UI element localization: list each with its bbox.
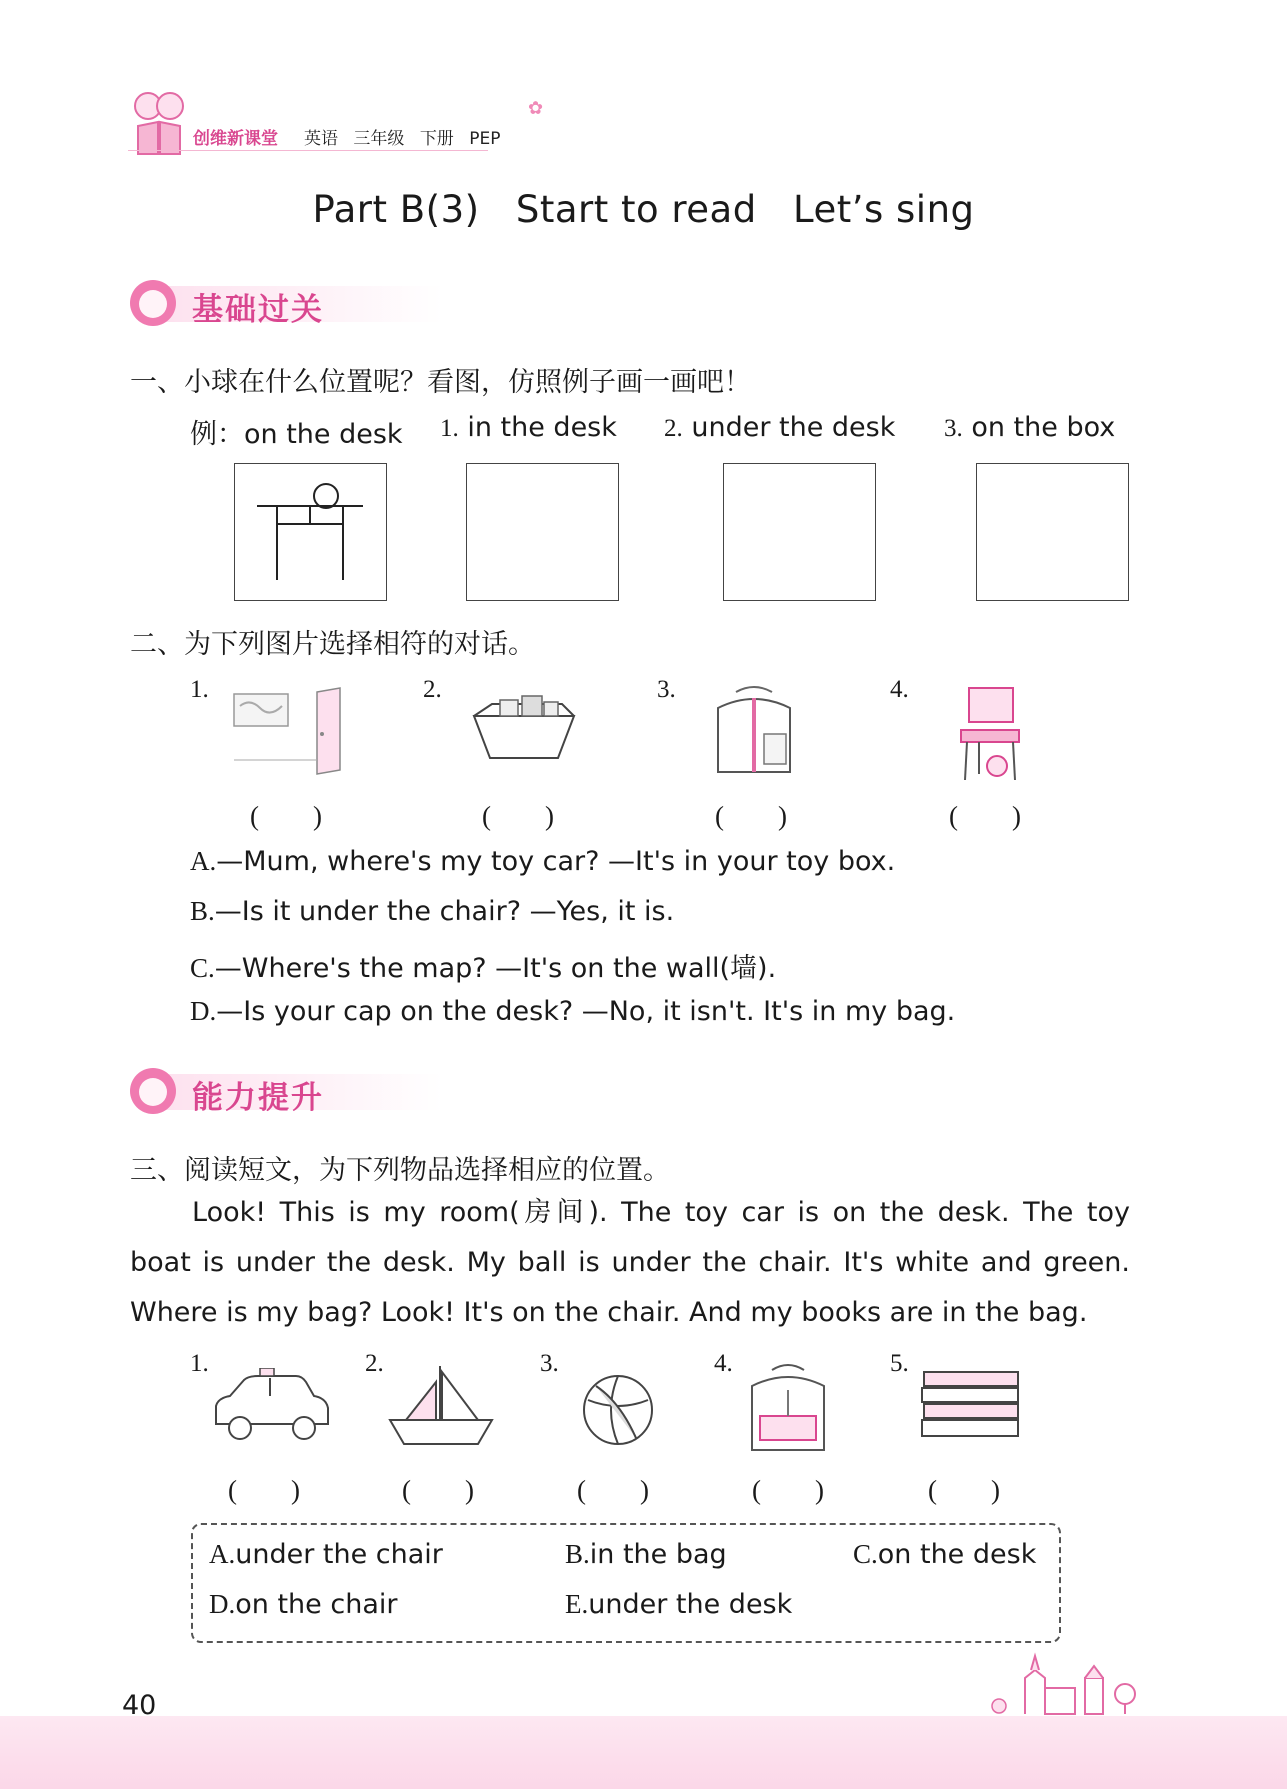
- q1-item-1: [440, 412, 617, 443]
- answer-blank[interactable]: ( ): [402, 1475, 474, 1505]
- q3-pic-number-5: 5.: [890, 1350, 909, 1377]
- item-number: 1.: [440, 415, 459, 442]
- dialogue-b: [190, 896, 674, 927]
- passage-line-2: boat is under the desk. My ball is under the chair. It's white and green.: [130, 1247, 1130, 1278]
- dialogue-text: —Is it under the chair? —Yes, it is.: [214, 896, 675, 927]
- desk-with-ball-icon: [235, 464, 386, 600]
- option-text: under the desk: [588, 1589, 793, 1620]
- chair-icon: [955, 684, 1025, 788]
- example-drawing-box: [234, 463, 387, 601]
- answer-blank[interactable]: ( ): [752, 1475, 824, 1505]
- reading-passage: [130, 1188, 1130, 1338]
- dialogue-text: —Mum, where's my toy car? —It's in your toy box.: [216, 846, 896, 877]
- dialogue-a: [190, 846, 895, 877]
- option-letter: E.: [565, 1589, 589, 1619]
- flower-icon: ✿: [528, 98, 544, 119]
- page-title: [0, 188, 1287, 231]
- drawing-box-1[interactable]: [466, 463, 619, 601]
- dialogue-letter: D.: [190, 996, 217, 1026]
- option-text: under the chair: [235, 1539, 443, 1570]
- option-letter: D.: [209, 1589, 236, 1619]
- option-a: [209, 1539, 443, 1570]
- ball-icon: [580, 1372, 656, 1452]
- answer-blank[interactable]: ( ): [228, 1475, 300, 1505]
- drawing-box-3[interactable]: [976, 463, 1129, 601]
- option-c: [853, 1539, 1036, 1570]
- series-name: 创维新课堂: [193, 129, 278, 149]
- subject: 英语: [304, 129, 338, 149]
- option-text: on the chair: [235, 1589, 398, 1620]
- option-text: in the bag: [589, 1539, 727, 1570]
- dialogue-letter: C.: [190, 953, 215, 983]
- edition: PEP: [469, 129, 501, 149]
- option-letter: A.: [209, 1539, 236, 1569]
- passage-text: Look! This is my room(房间). The toy car is on the desk. The toy: [192, 1197, 1130, 1228]
- option-b: [565, 1539, 727, 1570]
- question-1-prompt: 一、小球在什么位置呢？看图，仿照例子画一画吧！: [130, 367, 751, 398]
- q3-pic-number-2: 2.: [365, 1350, 384, 1377]
- dialogue-c: [190, 946, 776, 985]
- drawing-box-2[interactable]: [723, 463, 876, 601]
- dialogue-text: —Where's the map? —It's on the wall(墙).: [214, 953, 777, 984]
- section-banner-advanced: [130, 1068, 510, 1116]
- option-e: [565, 1589, 792, 1620]
- passage-line-1: [130, 1188, 1130, 1238]
- option-d: [209, 1589, 397, 1620]
- section-banner-basic: [130, 280, 510, 328]
- question-2-prompt: 二、为下列图片选择相符的对话。: [130, 629, 535, 660]
- q2-pic-number-1: 1.: [190, 676, 209, 703]
- q3-pic-number-1: 1.: [190, 1350, 209, 1377]
- item-text: under the desk: [691, 412, 896, 443]
- answer-blank[interactable]: ( ): [577, 1475, 649, 1505]
- dialogue-letter: A.: [190, 846, 217, 876]
- books-icon: [920, 1366, 1022, 1450]
- option-letter: B.: [565, 1539, 590, 1569]
- bag-icon: [744, 1360, 832, 1459]
- dialogue-letter: B.: [190, 896, 215, 926]
- q1-item-3: [944, 412, 1115, 443]
- q3-pic-number-4: 4.: [714, 1350, 733, 1377]
- item-text: on the box: [971, 412, 1116, 443]
- q2-pic-number-2: 2.: [423, 676, 442, 703]
- title-read: Start to read: [515, 188, 757, 231]
- question-3-prompt: 三、阅读短文，为下列物品选择相应的位置。: [130, 1155, 670, 1186]
- q2-pic-number-3: 3.: [657, 676, 676, 703]
- banner-title: 基础过关: [192, 292, 324, 328]
- cartoon-face-icon: [130, 280, 176, 326]
- example-text: on the desk: [244, 419, 403, 450]
- passage-line-3: Where is my bag? Look! It's on the chair. And my books are in the bag.: [130, 1297, 1088, 1328]
- toy-car-icon: [210, 1368, 332, 1452]
- q2-pic-number-4: 4.: [890, 676, 909, 703]
- q1-item-2: [664, 412, 895, 443]
- title-sing: Let’s sing: [793, 188, 975, 231]
- dialogue-d: [190, 996, 955, 1027]
- book-info: [304, 124, 510, 149]
- dialogue-text: —Is your cap on the desk? —No, it isn't. It's in my bag.: [216, 996, 956, 1027]
- grade: 三年级: [353, 129, 405, 149]
- castle-icon: [985, 1648, 1165, 1720]
- volume: 下册: [419, 129, 454, 149]
- answer-blank[interactable]: ( ): [949, 801, 1021, 831]
- answer-blank[interactable]: ( ): [928, 1475, 1000, 1505]
- banner-title: 能力提升: [192, 1080, 324, 1116]
- toy-boat-icon: [386, 1362, 496, 1456]
- options-box: [191, 1523, 1061, 1643]
- example-label: [190, 412, 403, 451]
- item-number: 3.: [944, 415, 963, 442]
- item-number: 2.: [664, 415, 683, 442]
- answer-blank[interactable]: ( ): [250, 801, 322, 831]
- cartoon-face-icon: [130, 1068, 176, 1114]
- school-bag-icon: [706, 684, 801, 783]
- title-part: Part B(3): [312, 188, 480, 231]
- option-text: on the desk: [877, 1539, 1037, 1570]
- option-letter: C.: [853, 1539, 878, 1569]
- footer-band: [0, 1716, 1287, 1789]
- answer-blank[interactable]: ( ): [482, 801, 554, 831]
- q3-pic-number-3: 3.: [540, 1350, 559, 1377]
- example-prefix: 例：: [190, 419, 244, 450]
- header-divider: [128, 150, 488, 151]
- toy-box-icon: [470, 694, 580, 768]
- page-number: 40: [122, 1690, 157, 1721]
- item-text: in the desk: [467, 412, 617, 443]
- wall-map-room-icon: [232, 686, 347, 785]
- answer-blank[interactable]: ( ): [715, 801, 787, 831]
